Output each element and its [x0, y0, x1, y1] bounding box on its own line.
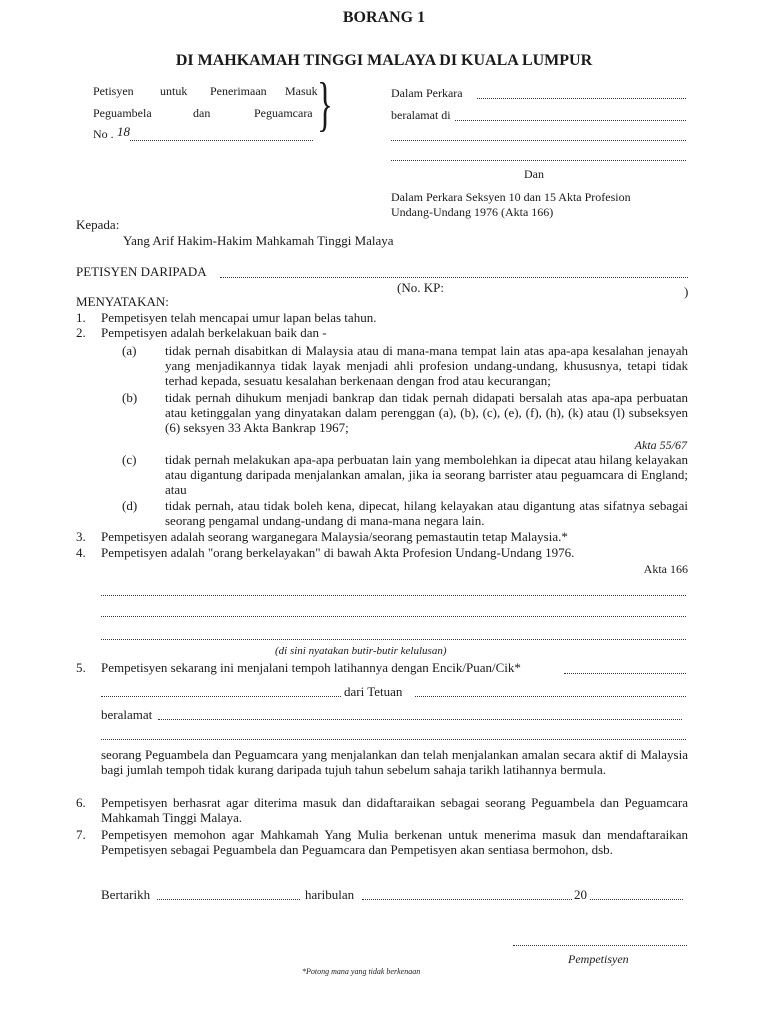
item-3-text: Pempetisyen adalah seorang warganegara Malaysia/seorang pemastautin tetap Malaysia.* — [101, 529, 568, 544]
item-2b-text: tidak pernah dihukum menjadi bankrap dan tidak pernah didapati bersalah atas apa-apa perbuatan atau ketinggalan yang dinyatakan dalam perenggan (a), (b), (c), (e), (f), (h), (k) atau (l) subseksyen (6) seksyen 33 Akta Bankrap 1967; — [165, 390, 688, 435]
item-4-text: Pempetisyen adalah "orang berkelayakan" di bawah Akta Profesion Undang-Undang 1976. — [101, 545, 575, 560]
item-3-number: 3. — [76, 529, 86, 544]
item-1-text: Pempetisyen telah mencapai umur lapan belas tahun. — [101, 310, 377, 325]
addressee: Yang Arif Hakim-Hakim Mahkamah Tinggi Malaya — [123, 233, 394, 248]
left-word-peguamcara: Peguamcara — [254, 106, 313, 120]
petition-number-value[interactable]: 18 — [117, 124, 130, 139]
month-dotted-line[interactable] — [362, 899, 572, 900]
item-5-text: Pempetisyen sekarang ini menjalani tempoh latihannya dengan Encik/Puan/Cik* — [101, 660, 521, 675]
kelulusan-note: (di sini nyatakan butir-butir kelulusan) — [275, 645, 447, 657]
court-title: DI MAHKAMAH TINGGI MALAYA DI KUALA LUMPUR — [175, 52, 593, 69]
firm-address-dotted-line[interactable] — [158, 719, 682, 720]
left-word-dan: dan — [193, 106, 211, 120]
dalam-perkara-label: Dalam Perkara — [391, 86, 463, 100]
address-dotted-line-3[interactable] — [391, 160, 686, 161]
item-7-number: 7. — [76, 827, 86, 842]
dalam-perkara-seksyen-line: Dalam Perkara Seksyen 10 dan 15 Akta Profesion — [391, 190, 631, 204]
petition-number-dotted-line[interactable] — [130, 140, 313, 141]
kp-open-label: (No. KP: — [397, 280, 444, 295]
item-6-number: 6. — [76, 795, 86, 810]
signature-label: Pempetisyen — [568, 952, 629, 966]
footnote: *Potong mana yang tidak berkenaan — [302, 967, 421, 976]
kp-close: ) — [684, 284, 689, 299]
haribulan-label: haribulan — [305, 887, 355, 902]
petition-number-label: No . — [93, 127, 114, 141]
left-word-penerimaan: Penerimaan — [210, 84, 267, 98]
form-number: BORANG 1 — [342, 9, 426, 26]
trainer-name-dotted-line-2[interactable] — [101, 696, 341, 697]
day-dotted-line[interactable] — [157, 899, 300, 900]
item-2a-text: tidak pernah disabitkan di Malaysia atau di mana-mana tempat lain atas apa-apa kesalahan jenayah yang menjadikannya tidak layak menjadi ahli profesion undang-undang, khususnya, tetapi tidak terhad kepada, sesuatu kesalahan berkenaan dengan frod atau kecurangan; — [165, 343, 688, 388]
dan-label: Dan — [524, 167, 544, 181]
trainer-name-dotted-line[interactable] — [564, 673, 686, 674]
address-dotted-line-2[interactable] — [391, 140, 686, 141]
item-6-text: Pempetisyen berhasrat agar diterima masuk dan didaftaraikan sebagai seorang Peguambela dan Peguamcara Mahkamah Tinggi Malaya. — [101, 795, 688, 825]
kelulusan-dotted-line-3[interactable] — [101, 639, 686, 640]
brace-icon: } — [317, 71, 333, 137]
petisyen-daripada-label: PETISYEN DARIPADA — [76, 264, 207, 279]
left-word-untuk: untuk — [160, 84, 188, 98]
item-2c-text: tidak pernah melakukan apa-apa perbuatan lain yang membolehkan ia dipecat atau hilang kelayakan atau digantung daripada menjalankan amalan, jika ia seorang barrister atau peguamcara di England; atau — [165, 452, 688, 497]
beralamat-di-dotted-line[interactable] — [455, 120, 686, 121]
bertarikh-label: Bertarikh — [101, 887, 151, 902]
petitioner-name-dotted-line[interactable] — [220, 277, 688, 278]
year-dotted-line[interactable] — [590, 899, 683, 900]
signature-dotted-line[interactable] — [513, 945, 687, 946]
item-2a-label: (a) — [122, 343, 137, 358]
akta-166-note: Akta 166 — [643, 562, 688, 576]
item-2d-text: tidak pernah, atau tidak boleh kena, dipecat, hilang kelayakan atau digantung atas sifatnya sebagai seorang pengamal undang-undang di mana-mana negara lain. — [165, 498, 688, 528]
firm-name-dotted-line[interactable] — [415, 696, 686, 697]
kelulusan-dotted-line-1[interactable] — [101, 595, 686, 596]
left-word-petisyen: Petisyen — [93, 84, 134, 98]
item-5-continuation: seorang Peguambela dan Peguamcara yang menjalankan dan telah menjalankan amalan secara aktif di Malaysia bagi jumlah tempoh tidak kurang daripada tujuh tahun sebelum sahaja tarikh latihannya bermula. — [101, 747, 688, 777]
item-5-number: 5. — [76, 660, 86, 675]
kelulusan-dotted-line-2[interactable] — [101, 616, 686, 617]
item-2-text: Pempetisyen adalah berkelakuan baik dan - — [101, 325, 327, 340]
beralamat-di-label: beralamat di — [391, 108, 451, 122]
akta-166-line: Undang-Undang 1976 (Akta 166) — [391, 205, 554, 219]
year-prefix: 20 — [574, 887, 587, 902]
item-1-number: 1. — [76, 310, 86, 325]
kepada-label: Kepada: — [76, 217, 120, 232]
beralamat-label: beralamat — [101, 707, 153, 722]
firm-address-dotted-line-2[interactable] — [101, 739, 686, 740]
item-4-number: 4. — [76, 545, 86, 560]
left-word-peguambela: Peguambela — [93, 106, 152, 120]
item-2d-label: (d) — [122, 498, 138, 513]
item-2-number: 2. — [76, 325, 86, 340]
item-2c-label: (c) — [122, 452, 137, 467]
dari-tetuan-label: dari Tetuan — [344, 684, 403, 699]
menyatakan-heading: MENYATAKAN: — [76, 294, 169, 309]
left-word-masuk: Masuk — [285, 84, 318, 98]
akta-55-67-note: Akta 55/67 — [634, 438, 687, 452]
item-2b-label: (b) — [122, 390, 138, 405]
item-7-text: Pempetisyen memohon agar Mahkamah Yang Mulia berkenan untuk menerima masuk dan mendaftaraikan Pempetisyen sebagai Peguambela dan Peguamcara dan Pempetisyen akan sentiasa bermohon, dsb. — [101, 827, 688, 857]
dalam-perkara-dotted-line[interactable] — [477, 98, 686, 99]
